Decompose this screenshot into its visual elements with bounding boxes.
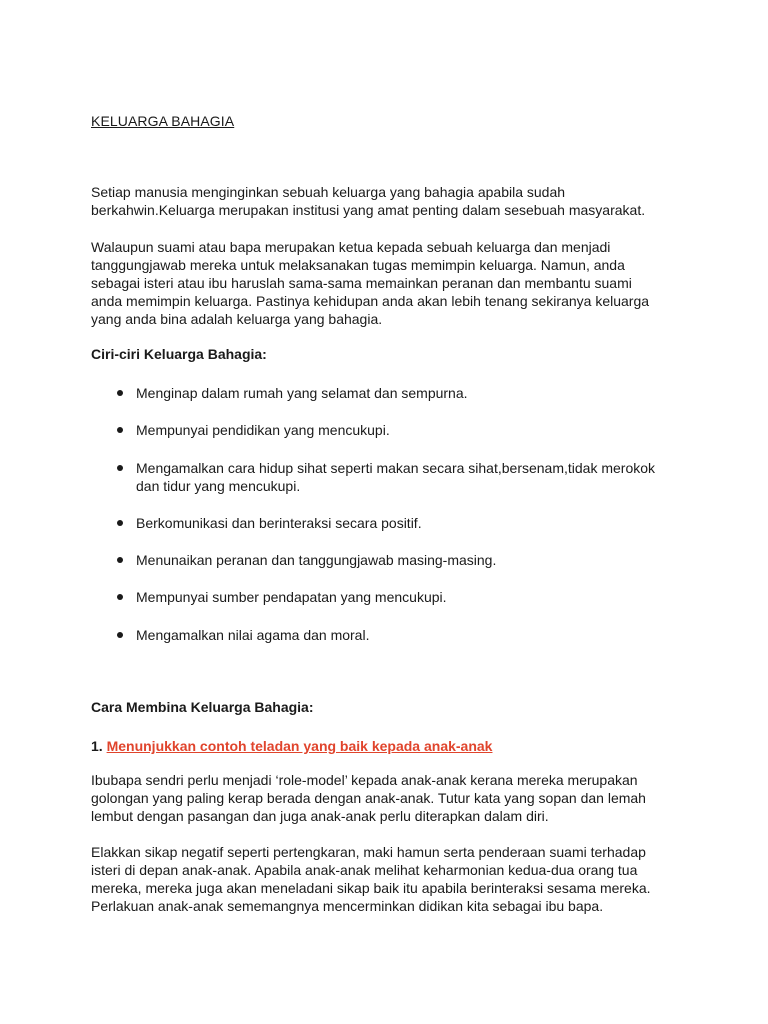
cara-heading: Cara Membina Keluarga Bahagia:	[91, 699, 314, 715]
bullet-icon	[117, 390, 123, 396]
cara-item-number: 1.	[91, 738, 103, 754]
intro-paragraph-2: Walaupun suami atau bapa merupakan ketua kepada sebuah keluarga dan menjadi tanggungjawab mereka untuk melaksanakan tugas memimpin keluarga. Namun, anda sebagai isteri atau ibu haruslah sama-sama memainkan peranan dan membantu suami anda memimpin keluarga. Pastinya kehidupan anda akan lebih tenang sekiranya keluarga yang anda bina adalah keluarga yang bahagia.	[91, 239, 650, 327]
bullet-icon	[117, 520, 123, 526]
list-item: Mengamalkan nilai agama dan moral.	[136, 627, 370, 643]
list-item: Mempunyai sumber pendapatan yang mencukupi.	[136, 589, 447, 605]
document-title: KELUARGA BAHAGIA	[91, 113, 235, 129]
intro-paragraph-1: Setiap manusia menginginkan sebuah keluarga yang bahagia apabila sudah berkahwin.Keluarga merupakan institusi yang amat penting dalam sesebuah masyarakat.	[91, 184, 646, 218]
cara-item-heading	[91, 737, 492, 755]
bullet-icon	[117, 594, 123, 600]
bullet-icon	[117, 427, 123, 433]
list-item: Menunaikan peranan dan tanggungjawab masing-masing.	[136, 552, 497, 568]
cara-paragraph-2: Elakkan sikap negatif seperti pertengkaran, maki hamun serta penderaan suami terhadap isteri di depan anak-anak. Apabila anak-anak melihat keharmonian kedua-dua orang tua mereka, mereka juga akan meneladani sikap baik itu apabila berinteraksi sesama mereka. Perlakuan anak-anak sememangnya mencerminkan didikan kita sebagai ibu bapa.	[91, 844, 651, 914]
list-item: Mempunyai pendidikan yang mencukupi.	[136, 422, 390, 438]
ciri-heading: Ciri-ciri Keluarga Bahagia:	[91, 346, 267, 362]
bullet-icon	[117, 465, 123, 471]
bullet-icon	[117, 557, 123, 563]
cara-item-link[interactable]: Menunjukkan contoh teladan yang baik kepada anak-anak	[106, 738, 493, 754]
cara-paragraph-1: Ibubapa sendri perlu menjadi ‘role-model’ kepada anak-anak kerana mereka merupakan golongan yang paling kerap berada dengan anak-anak. Tutur kata yang sopan dan lemah lembut dengan pasangan dan juga anak-anak perlu diterapkan dalam diri.	[91, 772, 646, 824]
list-item: Berkomunikasi dan berinteraksi secara positif.	[136, 515, 422, 531]
list-item: Menginap dalam rumah yang selamat dan sempurna.	[136, 385, 468, 401]
bullet-icon	[117, 632, 123, 638]
list-item: Mengamalkan cara hidup sihat seperti makan secara sihat,bersenam,tidak merokok dan tidur yang mencukupi.	[136, 460, 656, 494]
